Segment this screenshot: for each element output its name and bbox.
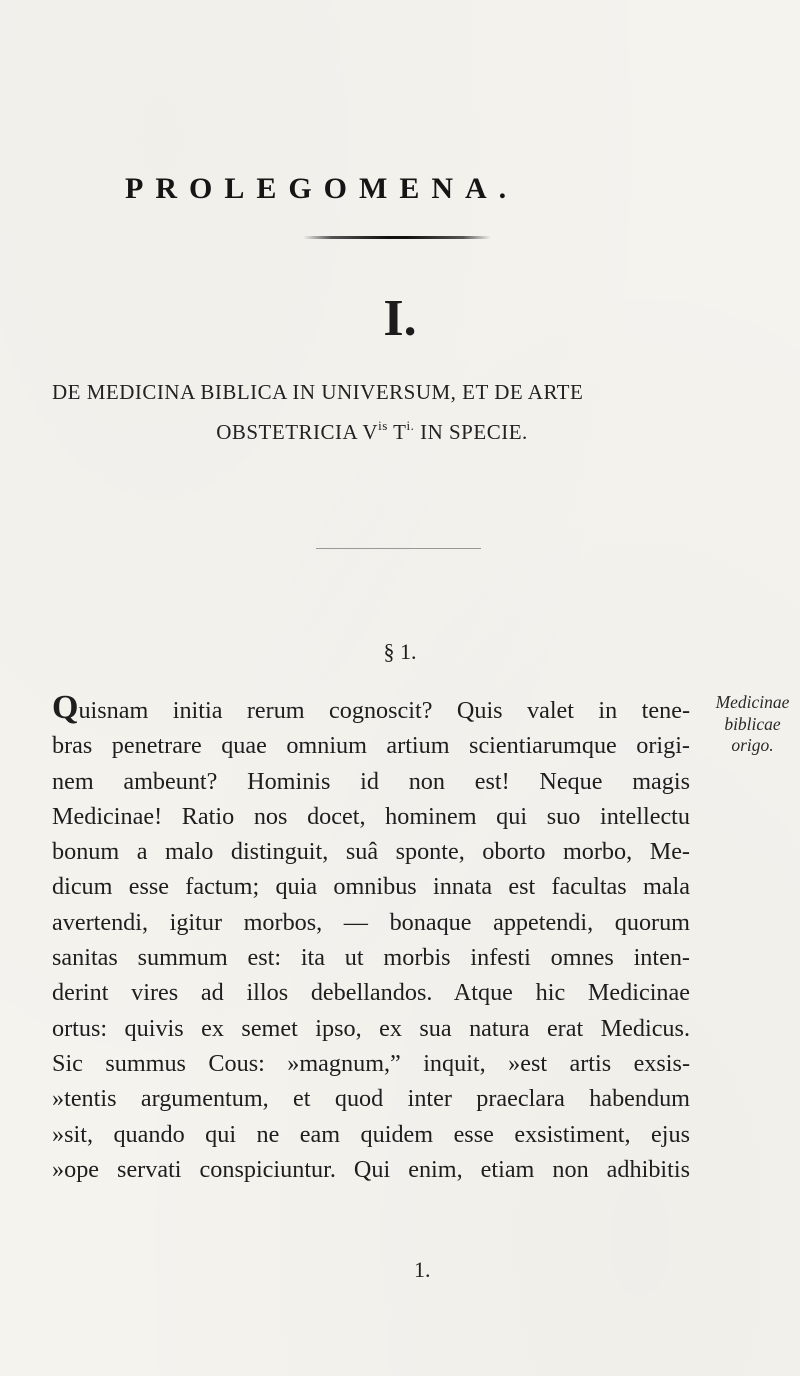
margin-note-line: biblicae <box>724 713 781 734</box>
body-line: bras penetrare quae omnium artium scientiarumque origi- <box>52 732 690 760</box>
chapter-title-line-2-mid: T <box>387 420 407 444</box>
body-line: »sit, quando qui ne eam quidem esse exsistiment, ejus <box>52 1120 690 1148</box>
ornamental-rule <box>303 236 491 239</box>
body-line: dicum esse factum; quia omnibus innata est facultas mala <box>52 873 690 901</box>
margin-note-line: origo. <box>731 735 774 755</box>
chapter-title <box>52 375 692 449</box>
body-line: Quisnam initia rerum cognoscit? Quis valet in tene- <box>52 689 690 726</box>
section-divider <box>316 548 481 549</box>
chapter-title-line-2 <box>216 420 528 444</box>
chapter-title-line-2-post: IN SPECIE. <box>414 420 528 444</box>
body-line: sanitas summum est: ita ut morbis infesti omnes inten- <box>52 944 690 972</box>
body-line: »tentis argumentum, et quod inter praeclara habendum <box>52 1085 690 1113</box>
body-line: Sic summus Cous: »magnum,” inquit, »est artis exsis- <box>52 1049 690 1077</box>
body-line: »ope servati conspiciuntur. Qui enim, etiam non adhibitis <box>52 1155 690 1183</box>
running-header: PROLEGOMENA. <box>125 172 519 205</box>
body-line: derint vires ad illos debellandos. Atque hic Medicinae <box>52 979 690 1007</box>
body-line: Medicinae! Ratio nos docet, hominem qui suo intellectu <box>52 802 690 830</box>
body-line: bonum a malo distinguit, suâ sponte, oborto morbo, Me- <box>52 838 690 866</box>
chapter-title-sup-2: i. <box>406 418 415 433</box>
signature-mark: 1. <box>414 1257 431 1282</box>
section-heading: § 1. <box>383 639 417 664</box>
body-line: avertendi, igitur morbos, — bonaque appetendi, quorum <box>52 908 690 936</box>
chapter-title-line-2-pre: OBSTETRICIA V <box>216 420 379 444</box>
chapter-number: I. <box>383 290 417 347</box>
body-line: nem ambeunt? Hominis id non est! Neque magis <box>52 767 690 795</box>
chapter-title-sup-1: is <box>378 418 388 433</box>
body-paragraph <box>52 690 690 1187</box>
body-line: ortus: quivis ex semet ipso, ex sua natura erat Medicus. <box>52 1014 690 1042</box>
chapter-title-line-1: DE MEDICINA BIBLICA IN UNIVERSUM, ET DE ARTE <box>52 380 584 404</box>
margin-note <box>705 692 800 757</box>
margin-note-line: Medicinae <box>715 692 790 712</box>
